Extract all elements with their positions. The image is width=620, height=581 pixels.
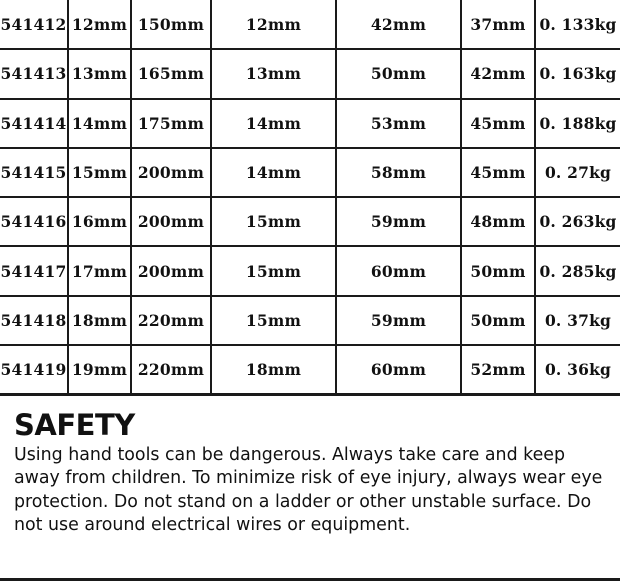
cell-col5: 59mm — [336, 296, 461, 345]
cell-col4: 14mm — [211, 148, 336, 197]
cell-col2: 15mm — [68, 148, 131, 197]
cell-col6: 45mm — [461, 99, 535, 148]
cell-code: 541412 — [0, 0, 68, 49]
cell-col4: 13mm — [211, 49, 336, 98]
safety-section — [0, 396, 620, 537]
cell-weight: 0. 263kg — [535, 197, 620, 246]
cell-weight: 0. 37kg — [535, 296, 620, 345]
table-row — [0, 197, 620, 246]
cell-weight: 0. 133kg — [535, 0, 620, 49]
cell-col4: 18mm — [211, 345, 336, 394]
cell-col2: 16mm — [68, 197, 131, 246]
table-row — [0, 345, 620, 394]
cell-weight: 0. 285kg — [535, 246, 620, 295]
cell-col3: 150mm — [131, 0, 211, 49]
cell-col5: 50mm — [336, 49, 461, 98]
cell-weight: 0. 188kg — [535, 99, 620, 148]
safety-text: Using hand tools can be dangerous. Always take care and keep away from children. To minimize risk of eye injury, always wear eye protection. Do not stand on a ladder or other unstable surface. Do not use around electrical wires or equipment. — [14, 445, 603, 535]
cell-col4: 15mm — [211, 246, 336, 295]
cell-col3: 220mm — [131, 296, 211, 345]
table-row — [0, 0, 620, 49]
cell-col3: 200mm — [131, 197, 211, 246]
cell-col6: 50mm — [461, 246, 535, 295]
cell-col3: 200mm — [131, 148, 211, 197]
cell-col4: 14mm — [211, 99, 336, 148]
cell-col3: 200mm — [131, 246, 211, 295]
cell-col6: 45mm — [461, 148, 535, 197]
cell-code: 541417 — [0, 246, 68, 295]
cell-weight: 0. 27kg — [535, 148, 620, 197]
cell-col4: 15mm — [211, 296, 336, 345]
cell-col2: 19mm — [68, 345, 131, 394]
cell-col3: 175mm — [131, 99, 211, 148]
cell-col3: 165mm — [131, 49, 211, 98]
cell-code: 541413 — [0, 49, 68, 98]
cell-col5: 60mm — [336, 345, 461, 394]
cell-col5: 42mm — [336, 0, 461, 49]
cell-col5: 60mm — [336, 246, 461, 295]
cell-code: 541414 — [0, 99, 68, 148]
safety-heading: SAFETY — [14, 407, 135, 442]
cell-col6: 50mm — [461, 296, 535, 345]
cell-col2: 13mm — [68, 49, 131, 98]
cell-col2: 17mm — [68, 246, 131, 295]
cell-col5: 53mm — [336, 99, 461, 148]
cell-col2: 12mm — [68, 0, 131, 49]
cell-code: 541418 — [0, 296, 68, 345]
cell-code: 541416 — [0, 197, 68, 246]
table-row — [0, 148, 620, 197]
cell-col4: 12mm — [211, 0, 336, 49]
cell-col5: 58mm — [336, 148, 461, 197]
cell-col2: 14mm — [68, 99, 131, 148]
cell-col6: 52mm — [461, 345, 535, 394]
cell-weight: 0. 163kg — [535, 49, 620, 98]
cell-col2: 18mm — [68, 296, 131, 345]
cell-col6: 42mm — [461, 49, 535, 98]
cell-col6: 48mm — [461, 197, 535, 246]
table-row — [0, 99, 620, 148]
table-row — [0, 246, 620, 295]
cell-col4: 15mm — [211, 197, 336, 246]
table-row — [0, 49, 620, 98]
cell-code: 541419 — [0, 345, 68, 394]
cell-weight: 0. 36kg — [535, 345, 620, 394]
cell-code: 541415 — [0, 148, 68, 197]
cell-col3: 220mm — [131, 345, 211, 394]
cell-col5: 59mm — [336, 197, 461, 246]
table-row — [0, 296, 620, 345]
cell-col6: 37mm — [461, 0, 535, 49]
